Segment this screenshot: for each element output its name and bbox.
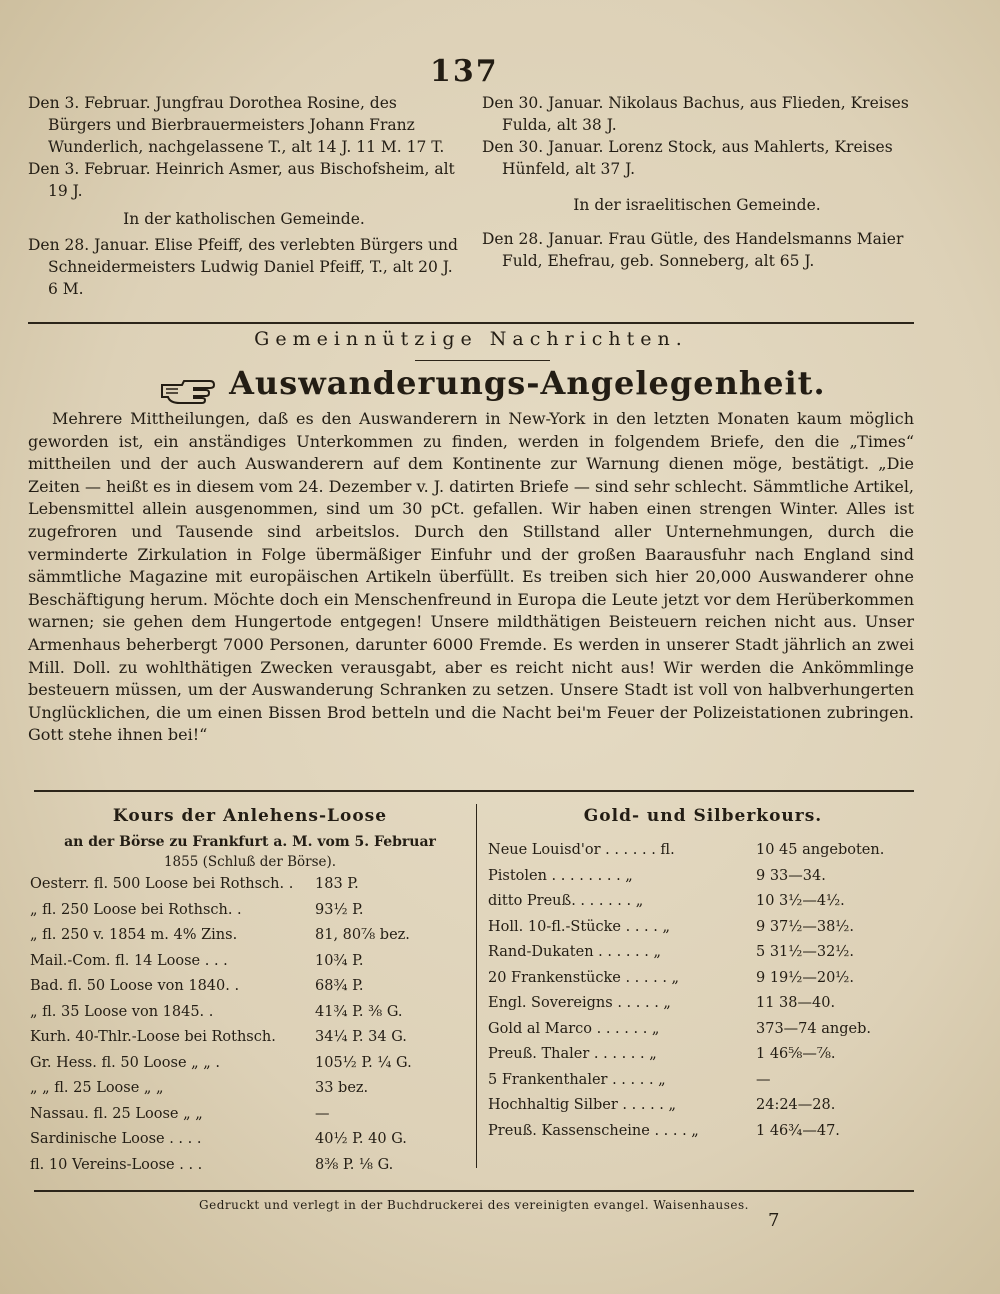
- row-value: 105½ P. ¼ G.: [315, 1054, 412, 1071]
- table-row: [30, 1000, 465, 1026]
- row-value: 183 P.: [315, 876, 359, 892]
- table-row: [488, 915, 916, 941]
- row-label: Hochhaltig Silber . . . . . „: [488, 1097, 677, 1113]
- table-row: [30, 1076, 465, 1102]
- table-row: [488, 991, 916, 1017]
- table-row: [30, 872, 465, 898]
- row-label: 5 Frankenthaler . . . . . „: [488, 1071, 666, 1088]
- row-label: „ fl. 35 Loose von 1845. .: [30, 1003, 214, 1020]
- table-row: [488, 838, 916, 864]
- loose-subtitle: an der Börse zu Frankfurt a. M. vom 5. Februar: [64, 834, 436, 850]
- death-entry: Den 30. Januar. Nikolaus Bachus, aus Flieden, Kreises Fulda, alt 38 J.: [482, 94, 909, 134]
- row-label: Preuß. Kassenscheine . . . . „: [488, 1122, 699, 1139]
- death-entry: Den 3. Februar. Heinrich Asmer, aus Bischofsheim, alt 19 J.: [28, 160, 455, 200]
- row-value: 33 bez.: [315, 1080, 369, 1096]
- article-heading: [160, 364, 860, 405]
- table-row: [30, 949, 465, 975]
- section-title: Gemeinnützige Nachrichten.: [254, 328, 688, 350]
- table-row: [488, 889, 916, 915]
- row-value: 10 45 angeboten.: [756, 842, 885, 858]
- table-row: [30, 898, 465, 924]
- table-row: [488, 966, 916, 992]
- table-row: [30, 1102, 465, 1128]
- table-row: [488, 1042, 916, 1068]
- pointing-hand-icon: [160, 375, 216, 405]
- row-label: Holl. 10-fl.-Stücke . . . . „: [488, 918, 670, 935]
- row-value: 5 31½—32½.: [756, 944, 854, 960]
- row-value: —: [315, 1105, 330, 1122]
- loose-section: [30, 806, 470, 1178]
- row-value: 41¾ P. ⅜ G.: [315, 1003, 403, 1020]
- row-label: Nassau. fl. 25 Loose „ „: [30, 1105, 203, 1122]
- death-entry: Den 28. Januar. Elise Pfeiff, des verlebten Bürgers und Schneidermeisters Ludwig Daniel Pfeiff, T., alt 20 J. 6 M.: [28, 236, 458, 298]
- table-row: [488, 1068, 916, 1094]
- table-row: [30, 923, 465, 949]
- row-label: „ fl. 250 v. 1854 m. 4% Zins.: [30, 927, 238, 943]
- column-divider: [476, 804, 477, 1168]
- loose-table: [30, 872, 465, 1178]
- israelite-heading: In der israelitischen Gemeinde.: [573, 196, 821, 214]
- row-value: 40½ P. 40 G.: [315, 1131, 407, 1147]
- row-label: 20 Frankenstücke . . . . . „: [488, 969, 680, 986]
- row-value: 34¼ P. 34 G.: [315, 1029, 407, 1045]
- loose-year-line: 1855 (Schluß der Börse).: [163, 854, 337, 870]
- row-label: Sardinische Loose . . . .: [30, 1131, 202, 1147]
- gold-title: Gold- und Silberkours.: [583, 806, 823, 826]
- row-value: 9 33—34.: [756, 867, 826, 884]
- row-label: „ „ fl. 25 Loose „ „: [30, 1080, 164, 1096]
- table-row: [30, 1051, 465, 1077]
- table-row: [488, 1119, 916, 1145]
- row-value: 93½ P.: [315, 901, 364, 918]
- row-label: ditto Preuß. . . . . . . „: [488, 893, 644, 909]
- gold-table: [488, 838, 916, 1144]
- printer-footer: Gedruckt und verlegt in der Buchdruckerei des vereinigten evangel. Waisenhauses.: [199, 1198, 749, 1212]
- table-row: [30, 1025, 465, 1051]
- row-value: 10 3½—4½.: [756, 893, 845, 909]
- table-row: [30, 1153, 465, 1179]
- divider-rule: [34, 1190, 914, 1192]
- row-value: 81, 80⅞ bez.: [315, 927, 410, 943]
- row-label: Preuß. Thaler . . . . . . „: [488, 1046, 657, 1062]
- row-label: Pistolen . . . . . . . . „: [488, 867, 633, 884]
- divider-rule: [34, 790, 914, 792]
- row-value: 9 37½—38½.: [756, 918, 854, 935]
- death-entry: Den 3. Februar. Jungfrau Dorothea Rosine, des Bürgers und Bierbrauermeisters Johann Franz Wunderlich, nachgelassene T., alt 14 J. 11 M. 17 T.: [28, 94, 445, 156]
- page-number: 137: [430, 54, 499, 89]
- divider-rule: [28, 322, 914, 324]
- table-row: [30, 1127, 465, 1153]
- article-body: Mehrere Mittheilungen, daß es den Auswanderern in New-York in den letzten Monaten kaum möglich geworden ist, ein anständiges Unterkommen zu finden, werden in folgendem Briefe, den die „Times“ mittheilen und der auch Auswanderern auf dem Kontinente zur Warnung dienen möge, bestätigt. „Die Zeiten — heißt es in diesem vom 24. Dezember v. J. datirten Briefe — sind sehr schlecht. Sämmtliche Artikel, Lebensmittel allein ausgenommen, sind um 30 pCt. gefallen. Wir haben einen strengen Winter. Alles ist zugefroren und Tausende sind arbeitslos. Durch den Stillstand aller Unternehmungen, durch die verminderte Zirkulation in Folge übermäßiger Einfuhr und der großen Baarausfuhr nach England sind sämmtliche Magazine mit europäischen Artikeln überfüllt. Es treiben sich hier 20,000 Auswanderer ohne Beschäftigung herum. Möchte doch ein Menschenfreund in Europa die Leute jetzt vor dem Herüberkommen warnen; sie gehen dem Hungertode entgegen! Unsere mildthätigen Beisteuern reichen nicht aus. Unser Armenhaus beherbergt 7000 Personen, darunter 6000 Fremde. Es werden in unserer Stadt jährlich an zwei Mill. Doll. zu wohlthätigen Zwecken verausgabt, aber es reicht nicht aus! Wir werden die Ankömmlinge besteuern müssen, um der Auswanderung Schranken zu setzen. Unsere Stadt ist voll von halbverhungerten Unglücklichen, die um einen Bissen Brod betteln und die Nacht bei'm Feuer der Polizeistationen zubringen. Gott stehe ihnen bei!“: [28, 409, 915, 745]
- row-label: Rand-Dukaten . . . . . . „: [488, 944, 661, 960]
- title-underline: [415, 360, 550, 361]
- row-label: Bad. fl. 50 Loose von 1840. .: [30, 978, 240, 994]
- article-body-container: [28, 408, 914, 747]
- row-label: fl. 10 Vereins-Loose . . .: [30, 1156, 203, 1173]
- death-notices-left: [28, 92, 460, 300]
- row-value: 11 38—40.: [756, 995, 836, 1011]
- table-row: [30, 974, 465, 1000]
- row-value: 1 46¾—47.: [756, 1122, 840, 1139]
- row-value: —: [756, 1071, 771, 1088]
- table-row: [488, 1093, 916, 1119]
- row-value: 24:24—28.: [756, 1097, 836, 1113]
- table-row: [488, 864, 916, 890]
- row-value: 9 19½—20½.: [756, 969, 854, 986]
- row-label: Gold al Marco . . . . . . „: [488, 1020, 660, 1037]
- death-entry: Den 28. Januar. Frau Gütle, des Handelsmanns Maier Fuld, Ehefrau, geb. Sonneberg, alt 65 J.: [482, 230, 904, 270]
- gold-section: [488, 806, 918, 1144]
- article-title: Auswanderungs-Angelegenheit.: [229, 364, 826, 402]
- catholic-heading: In der katholischen Gemeinde.: [123, 210, 365, 228]
- row-label: Mail.-Com. fl. 14 Loose . . .: [30, 952, 228, 969]
- signature-mark: 7: [768, 1210, 780, 1231]
- row-value: 373—74 angeb.: [756, 1020, 871, 1037]
- row-value: 68¾ P.: [315, 978, 364, 994]
- row-value: 8⅜ P. ⅛ G.: [315, 1156, 394, 1173]
- row-label: Gr. Hess. fl. 50 Loose „ „ .: [30, 1054, 220, 1071]
- row-label: „ fl. 250 Loose bei Rothsch. .: [30, 901, 242, 918]
- loose-title: Kours der Anlehens-Loose: [112, 806, 388, 826]
- row-value: 10¾ P.: [315, 952, 364, 969]
- death-notices-right: [482, 92, 912, 272]
- row-label: Engl. Sovereigns . . . . . „: [488, 995, 671, 1011]
- table-row: [488, 1017, 916, 1043]
- row-label: Kurh. 40-Thlr.-Loose bei Rothsch.: [30, 1029, 276, 1045]
- row-value: 1 46⅝—⅞.: [756, 1046, 836, 1062]
- row-label: Neue Louisd'or . . . . . . fl.: [488, 842, 675, 858]
- death-entry: Den 30. Januar. Lorenz Stock, aus Mahlerts, Kreises Hünfeld, alt 37 J.: [482, 138, 893, 178]
- row-label: Oesterr. fl. 500 Loose bei Rothsch. .: [30, 876, 294, 892]
- table-row: [488, 940, 916, 966]
